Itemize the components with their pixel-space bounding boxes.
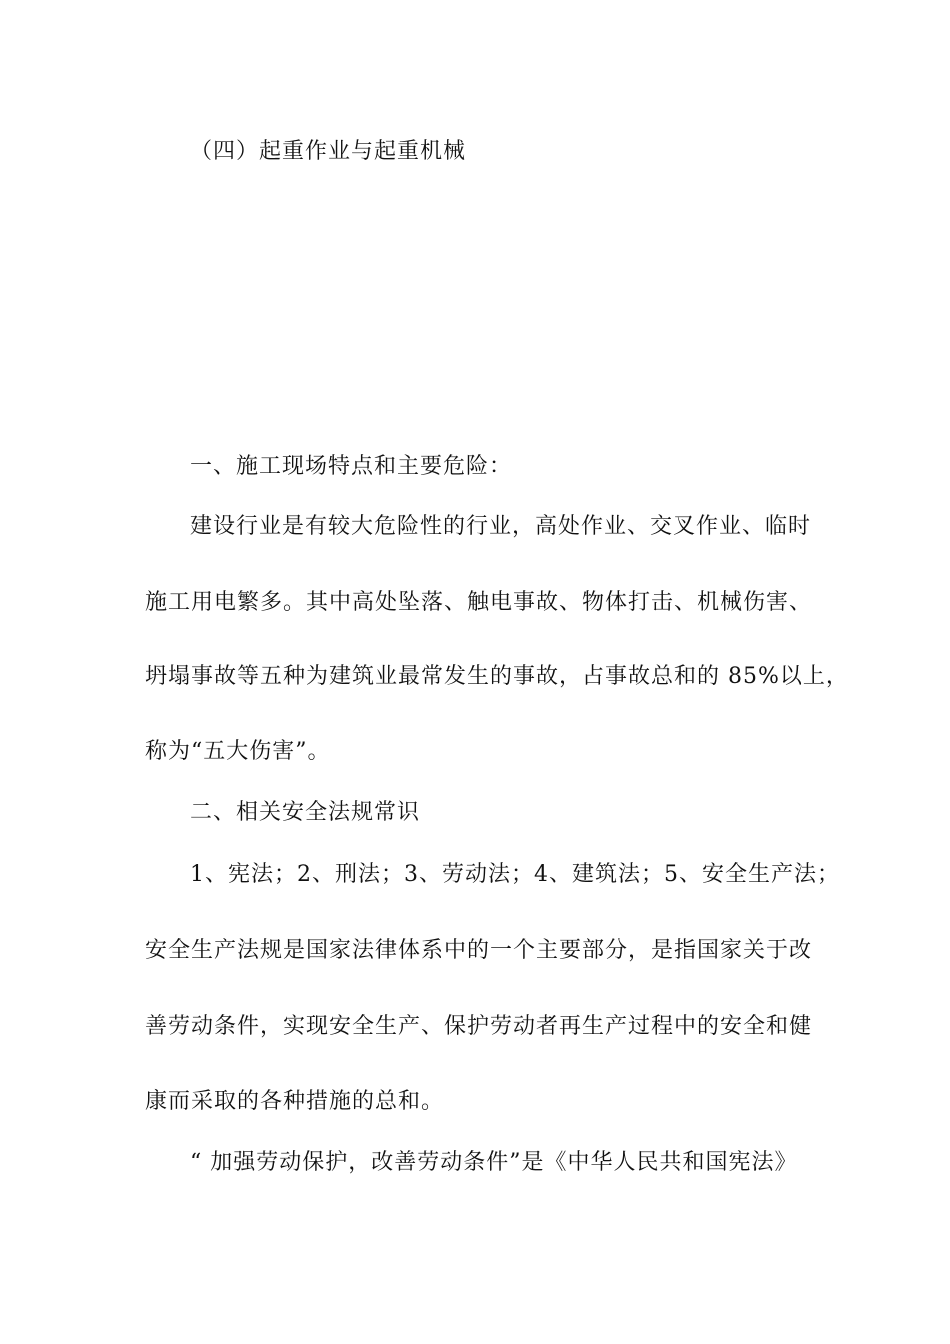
paragraph-heading-hazards: 一、施工现场特点和主要危险： — [190, 454, 513, 479]
paragraph-line: 施工用电繁多。其中高处坠落、触电事故、物体打击、机械伤害、 — [145, 590, 813, 615]
section-heading: （四）起重作业与起重机械 — [190, 139, 467, 164]
paragraph-heading-regulations: 二、相关安全法规常识 — [190, 800, 421, 825]
paragraph-line: 1、宪法；2、刑法；3、劳动法；4、建筑法；5、安全生产法； — [190, 862, 840, 887]
paragraph-line: 善劳动条件，实现安全生产、保护劳动者再生产过程中的安全和健 — [145, 1014, 813, 1039]
paragraph-line: 康而采取的各种措施的总和。 — [145, 1089, 445, 1114]
paragraph-line: 坍塌事故等五种为建筑业最常发生的事故，占事故总和的 85%以上， — [145, 664, 849, 689]
paragraph-line: 安全生产法规是国家法律体系中的一个主要部分，是指国家关于改 — [145, 938, 813, 963]
paragraph-line: 建设行业是有较大危险性的行业，高处作业、交叉作业、临时 — [190, 514, 812, 539]
paragraph-line: 称为“五大伤害”。 — [145, 739, 331, 764]
paragraph-line: “ 加强劳动保护，改善劳动条件”是《中华人民共和国宪法》 — [190, 1150, 798, 1175]
